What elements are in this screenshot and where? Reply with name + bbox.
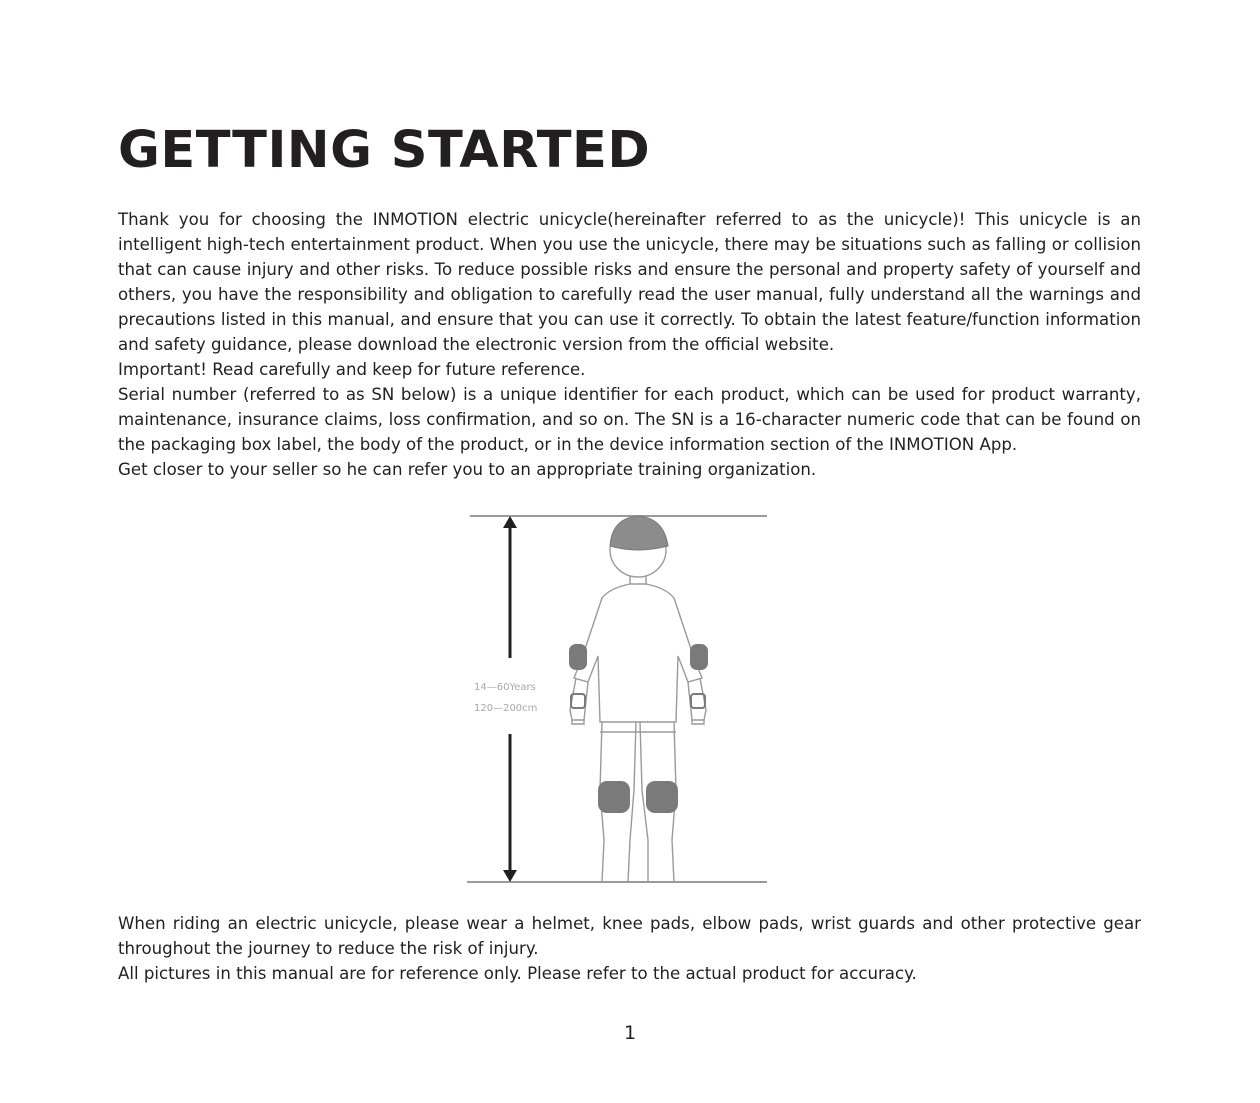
safety-section <box>118 911 1141 986</box>
elbow-pad-right-icon <box>690 644 708 670</box>
intro-paragraph: Thank you for choosing the INMOTION electric unicycle(hereinafter referred to as the unicycle)! This unicycle is an intelligent high-tech entertainment product. When you use the unicycle, there may be situations such as falling or collision that can cause injury and other risks. To reduce possible risks and ensure the personal and property safety of yourself and others, you have the responsibility and obligation to carefully read the user manual, fully understand all the warnings and precautions listed in this manual, and ensure that you can use it correctly. To obtain the latest feature/function information and safety guidance, please download the electronic version from the official website. <box>118 210 1141 354</box>
protective-gear-paragraph: When riding an electric unicycle, please wear a helmet, knee pads, elbow pads, wrist guards and other protective gear throughout the journey to reduce the risk of injury. <box>118 914 1141 958</box>
training-paragraph: Get closer to your seller so he can refer you to an appropriate training organization. <box>118 460 817 479</box>
person-outline <box>570 523 706 882</box>
rider-illustration <box>462 510 772 890</box>
arrow-head-top <box>503 516 517 528</box>
page-number: 1 <box>623 1022 637 1044</box>
elbow-pad-left-icon <box>569 644 587 670</box>
knee-pad-right-icon <box>646 781 678 813</box>
intro-section <box>118 207 1141 482</box>
arrow-head-bottom <box>503 870 517 882</box>
age-range-label: 14—60Years <box>474 682 536 693</box>
important-notice: Important! Read carefully and keep for future reference. <box>118 360 586 379</box>
helmet-icon <box>610 516 668 550</box>
serial-number-paragraph: Serial number (referred to as SN below) is a unique identifier for each product, which can be used for product warranty, maintenance, insurance claims, loss confirmation, and so on. The SN is a 16-character numeric code that can be found on the packaging box label, the body of the product, or in the device information section of the INMOTION App. <box>118 385 1141 454</box>
height-range-label: 120—200cm <box>474 703 538 714</box>
page-title: GETTING STARTED <box>118 121 651 180</box>
knee-pad-left-icon <box>598 781 630 813</box>
protective-gear-figure <box>462 510 772 890</box>
reference-disclaimer: All pictures in this manual are for reference only. Please refer to the actual product for accuracy. <box>118 964 917 983</box>
